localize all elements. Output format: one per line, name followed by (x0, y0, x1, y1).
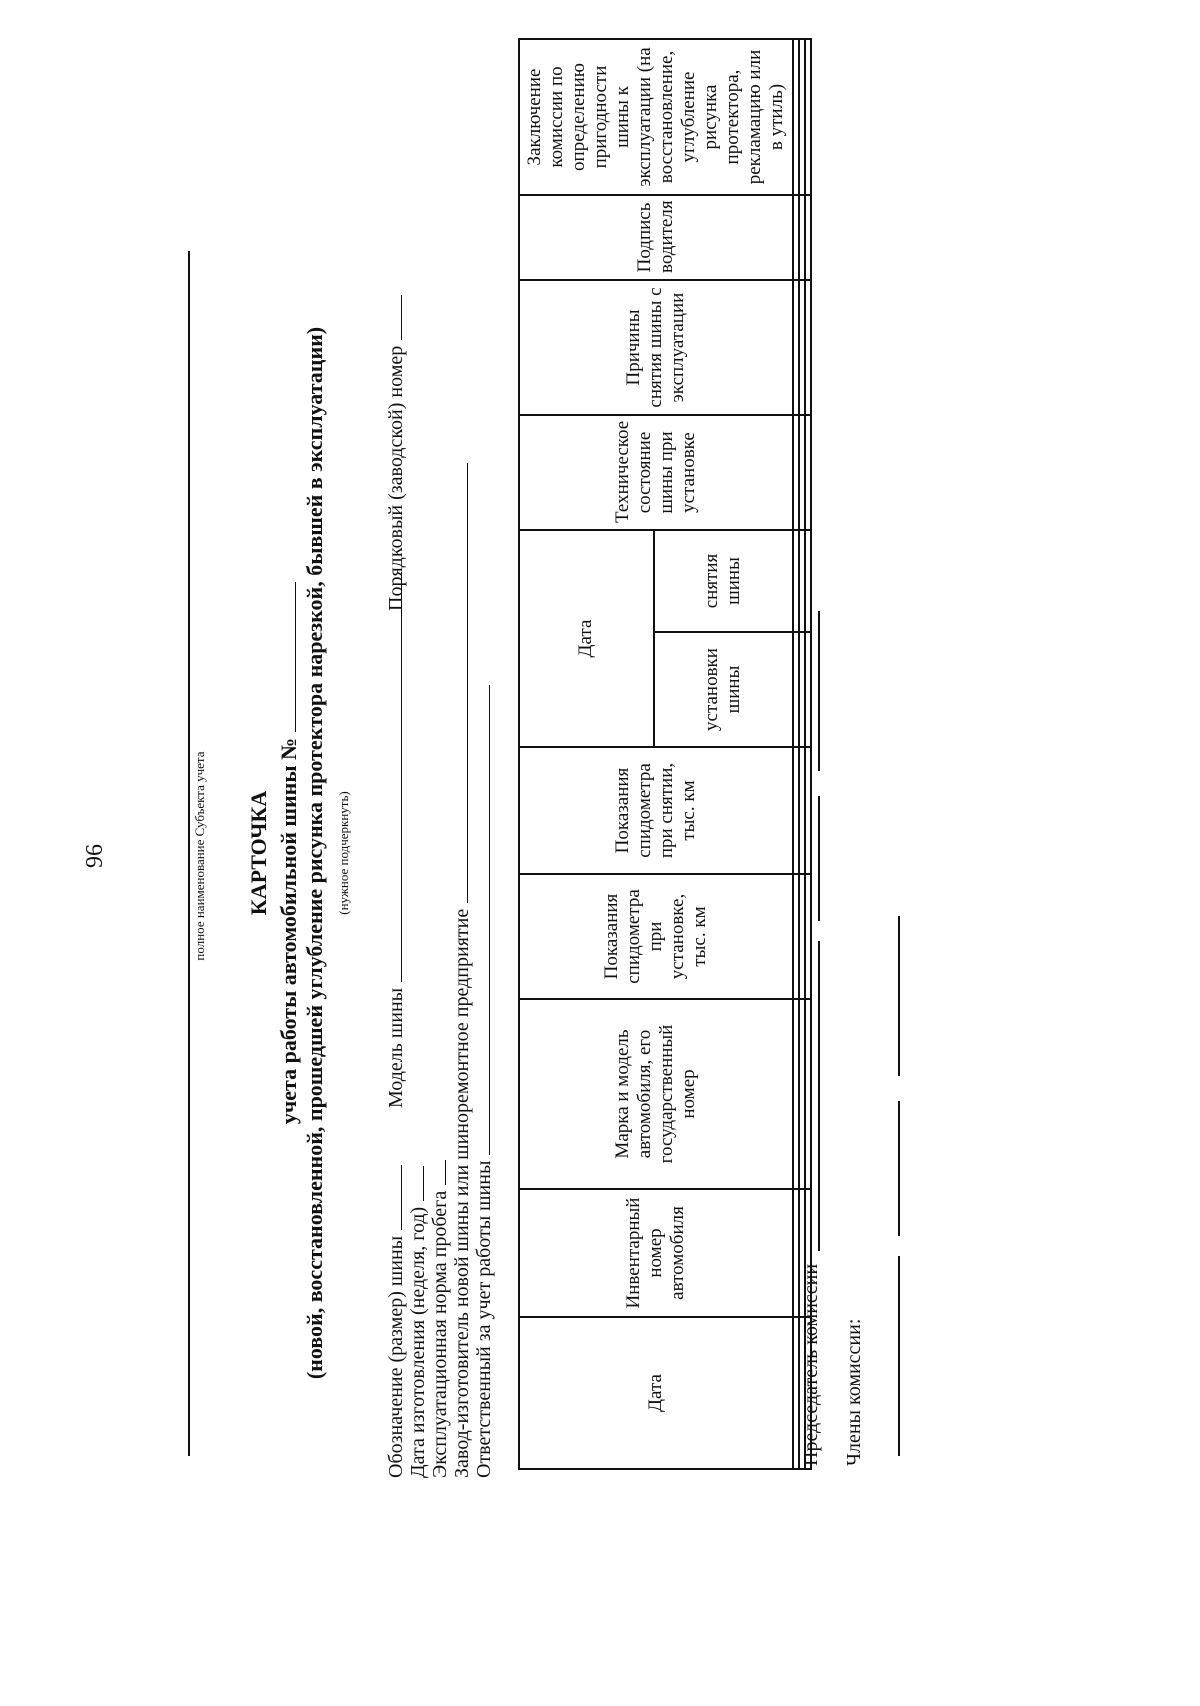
field-mileage-norm-label: Эксплуатационная норма пробега (429, 1190, 451, 1478)
field-model-label: Модель шины (385, 987, 407, 1108)
tire-record-table (518, 38, 812, 1470)
header-install-date: установки шины (654, 632, 793, 747)
field-serial (385, 295, 407, 611)
members-label: Члены комиссии: (843, 1318, 865, 1466)
underline-note: (нужное подчеркнуть) (336, 791, 351, 915)
chairman-name-line (818, 611, 820, 771)
table-row (805, 39, 811, 1469)
table-header-row (519, 39, 654, 1469)
header-technical-condition: Техническое состояние шины при установке (519, 415, 793, 530)
field-manufacture-date-label: Дата изготовления (неделя, год) (407, 1206, 429, 1478)
field-manufacturer-label: Завод-изготовитель новой шины или шиноремонтное предприятие (451, 908, 473, 1478)
field-designation (385, 1165, 407, 1478)
field-model-blank (401, 572, 402, 982)
header-vehicle-brand: Марка и модель автомобиля, его государственный номер (519, 999, 793, 1189)
header-inventory-number: Инвентарный номер автомобиля (519, 1189, 793, 1317)
member-signature-line (898, 1101, 900, 1236)
field-mileage-norm (429, 1160, 451, 1478)
field-responsible-label: Ответственный за учет работы шины (473, 1160, 495, 1478)
header-commission-conclusion: Заключение комиссии по определению пригодности шины к эксплуатации (на восстановление, углубление рисунка протектора, рекламацию или в утиль) (519, 39, 793, 195)
member-name-line (898, 916, 900, 1076)
header-date: Дата (519, 1317, 793, 1469)
header-odometer-install: Показания спидометра при установке, тыс. км (519, 874, 793, 999)
page-number: 96 (82, 844, 108, 868)
field-designation-label: Обозначение (размер) шины (385, 1235, 407, 1478)
field-manufacturer (451, 463, 473, 1478)
chairman-position-line (818, 941, 820, 1251)
field-model (385, 572, 407, 1108)
field-serial-blank (401, 295, 402, 340)
document-title: КАРТОЧКА (246, 790, 271, 916)
field-responsible (473, 685, 495, 1478)
header-odometer-remove: Показания спидометра при снятии, тыс. км (519, 747, 793, 874)
field-serial-label: Порядковый (заводской) номер (385, 345, 407, 611)
title-subject: учета работы автомобильной шины № (276, 737, 301, 1125)
chairman-signature-line (818, 796, 820, 921)
field-manufacture-date-blank (423, 1166, 424, 1201)
tire-number-blank (295, 582, 296, 732)
field-manufacturer-blank (467, 463, 468, 903)
field-manufacture-date (407, 1166, 429, 1478)
field-designation-blank (401, 1165, 402, 1230)
field-responsible-blank (489, 685, 490, 1155)
chairman-label: Председатель комиссии (800, 1263, 822, 1466)
organization-name-line (188, 251, 190, 1456)
header-driver-signature: Подпись водителя (519, 195, 793, 280)
field-mileage-norm-blank (445, 1160, 446, 1185)
header-remove-date: снятия шины (654, 530, 793, 632)
organization-name-caption: полное наименование Субъекта учета (192, 751, 207, 961)
tire-type-options: (новой, восстановленной, прошедшей углубление рисунка протектора нарезкой, бывшей в эксплуатации) (302, 326, 327, 1380)
member-position-line (898, 1256, 900, 1456)
title-line-2 (276, 0, 302, 1706)
header-date-group: Дата (519, 530, 654, 747)
header-removal-reasons: Причины снятия шины с эксплуатации (519, 280, 793, 415)
